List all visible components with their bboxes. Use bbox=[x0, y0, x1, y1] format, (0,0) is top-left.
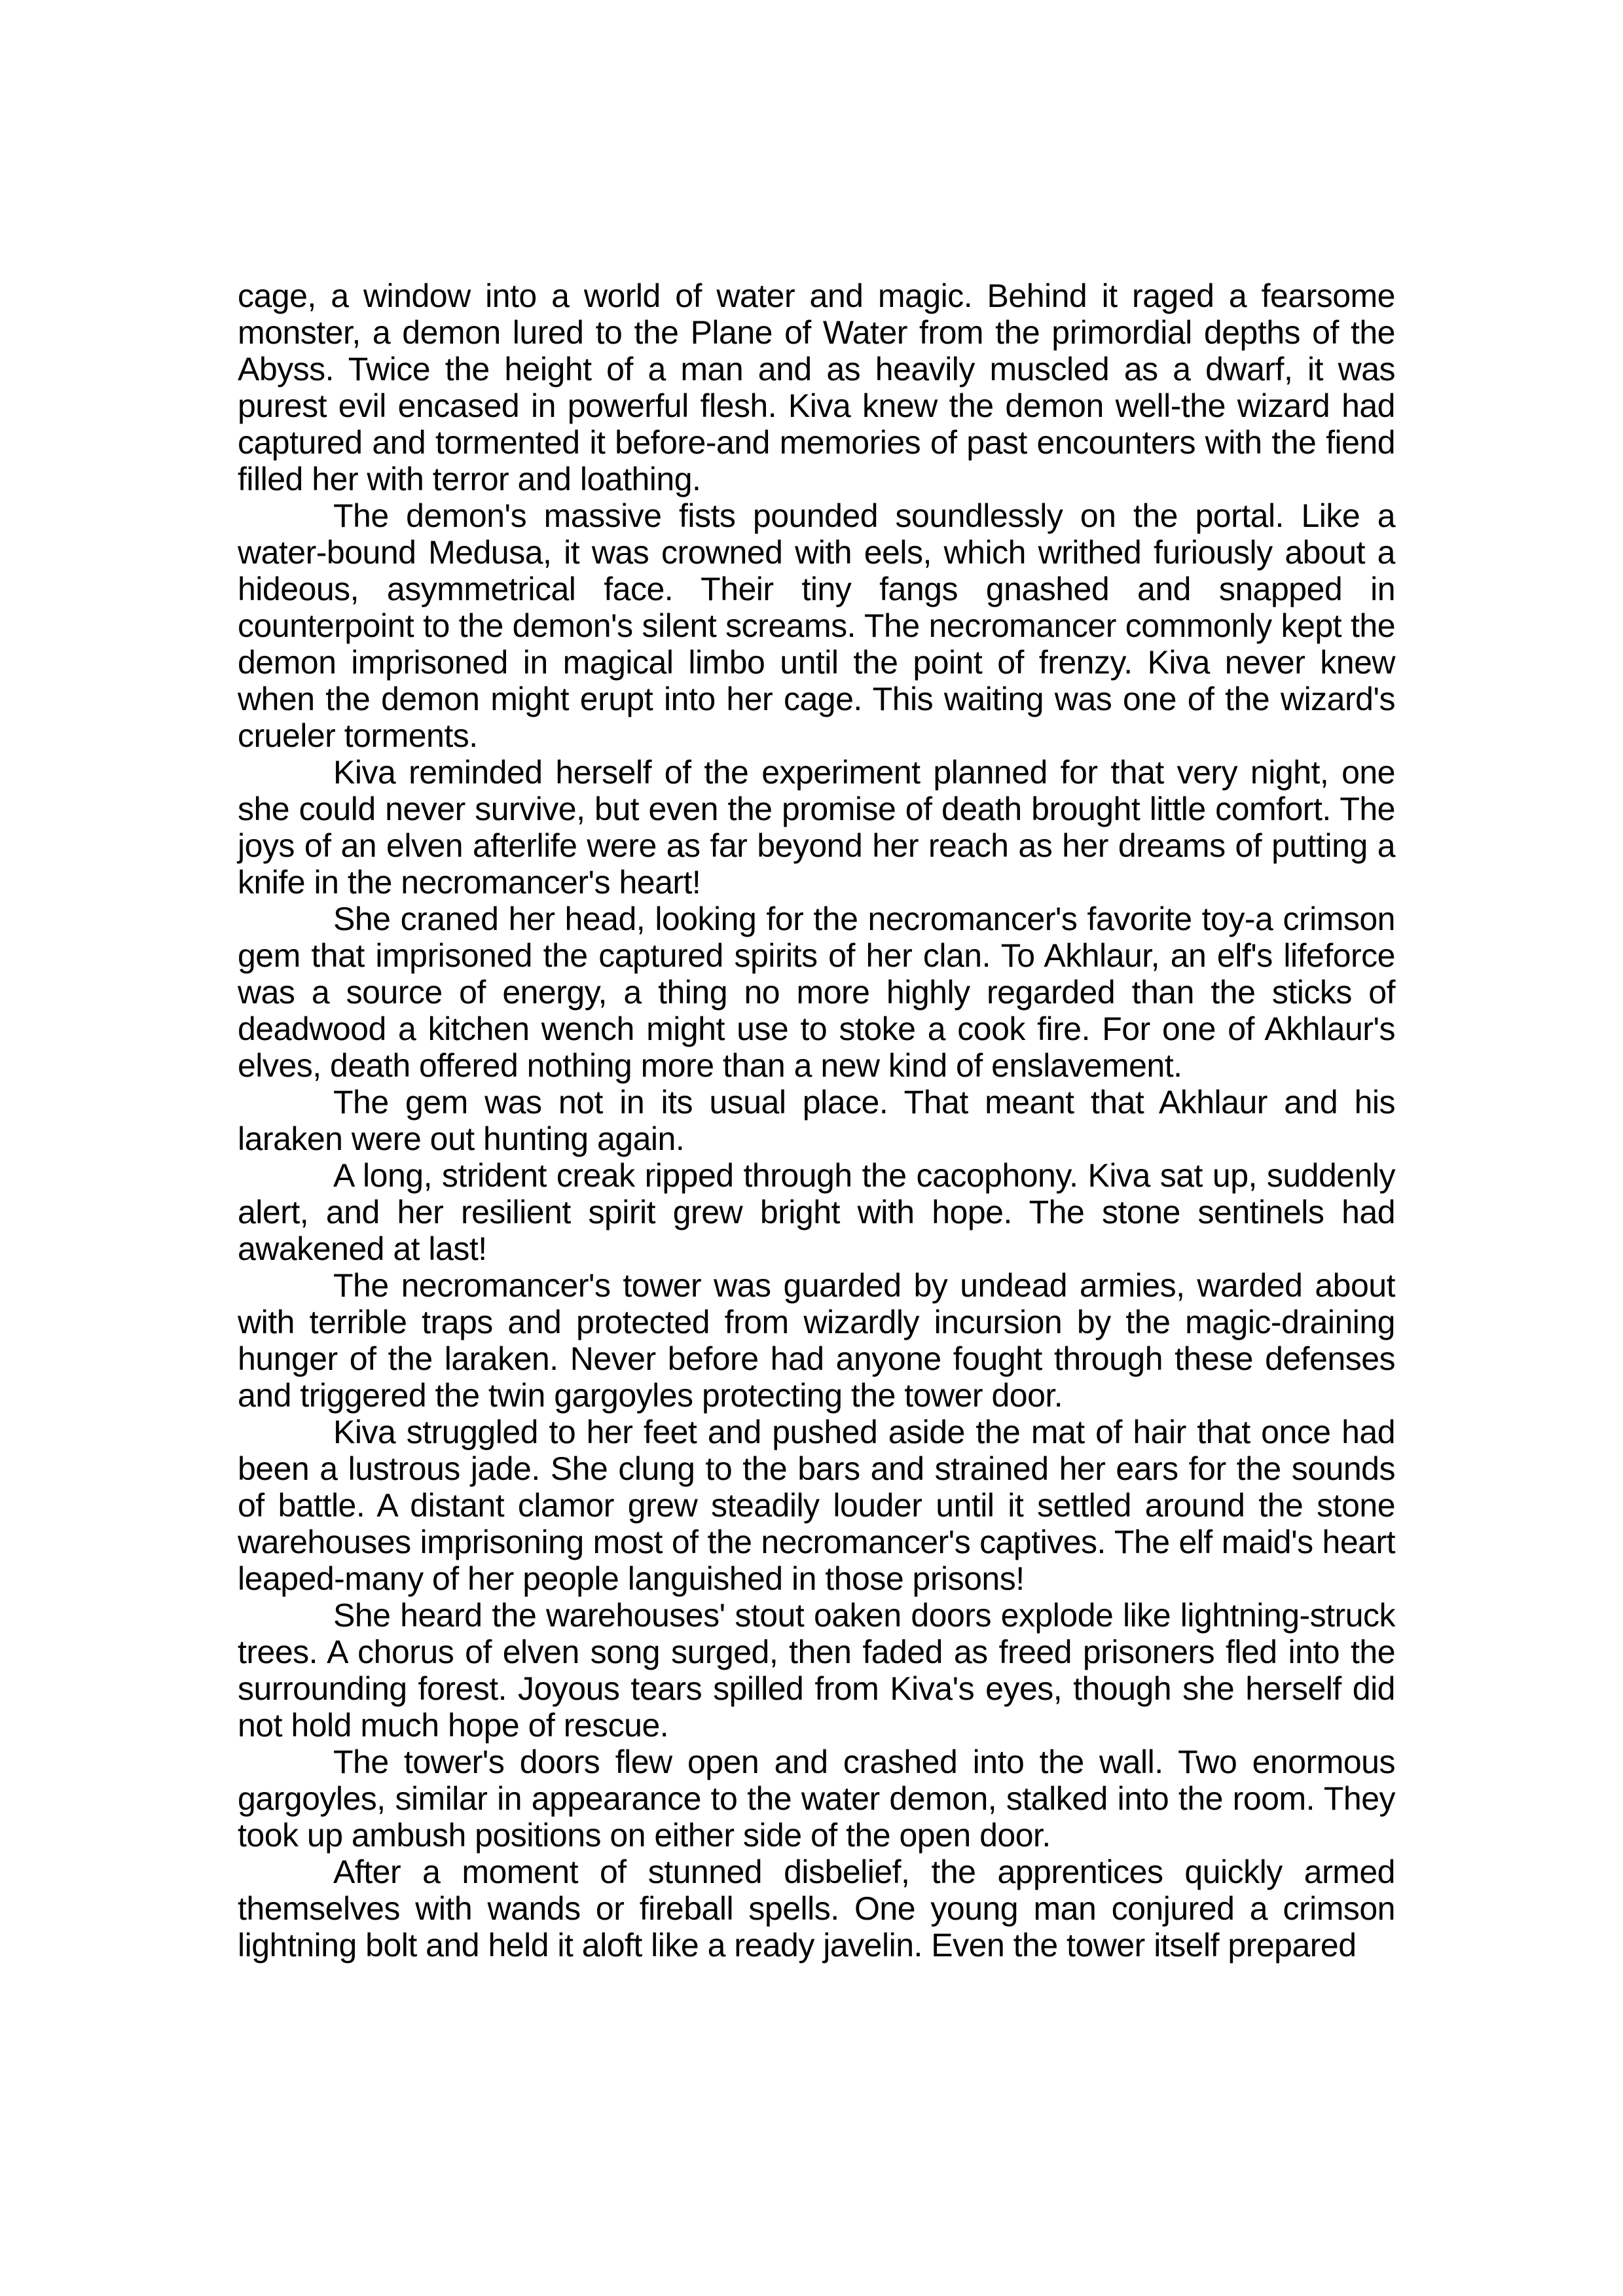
paragraph: The tower's doors flew open and crashed into the wall. Two enormous gargoyles, similar in appearance to the water demon, stalked into the room. They took up ambush positions on either side of the open door. bbox=[238, 1744, 1395, 1854]
paragraph: Kiva struggled to her feet and pushed aside the mat of hair that once had been a lustrous jade. She clung to the bars and strained her ears for the sounds of battle. A distant clamor grew steadily louder until it settled around the stone warehouses imprisoning most of the necromancer's captives. The elf maid's heart leaped-many of her people languished in those prisons! bbox=[238, 1414, 1395, 1597]
paragraph: After a moment of stunned disbelief, the apprentices quickly armed themselves with wands or fireball spells. One young man conjured a crimson lightning bolt and held it aloft like a ready javelin. Even the tower itself prepared bbox=[238, 1854, 1395, 1964]
paragraph: Kiva reminded herself of the experiment planned for that very night, one she could never survive, but even the promise of death brought little comfort. The joys of an elven afterlife were as far beyond her reach as her dreams of putting a knife in the necromancer's heart! bbox=[238, 754, 1395, 901]
paragraph: A long, strident creak ripped through the cacophony. Kiva sat up, suddenly alert, and her resilient spirit grew bright with hope. The stone sentinels had awakened at last! bbox=[238, 1157, 1395, 1267]
paragraph: The gem was not in its usual place. That meant that Akhlaur and his laraken were out hunting again. bbox=[238, 1084, 1395, 1157]
paragraph: cage, a window into a world of water and magic. Behind it raged a fearsome monster, a demon lured to the Plane of Water from the primordial depths of the Abyss. Twice the height of a man and as heavily muscled as a dwarf, it was purest evil encased in powerful flesh. Kiva knew the demon well-the wizard had captured and tormented it before-and memories of past encounters with the fiend filled her with terror and loathing. bbox=[238, 278, 1395, 497]
paragraph: The necromancer's tower was guarded by undead armies, warded about with terrible traps and protected from wizardly incursion by the magic-draining hunger of the laraken. Never before had anyone fought through these defenses and triggered the twin gargoyles protecting the tower door. bbox=[238, 1267, 1395, 1414]
page-text bbox=[238, 278, 1395, 1964]
paragraph: She heard the warehouses' stout oaken doors explode like lightning-struck trees. A chorus of elven song surged, then faded as freed prisoners fled into the surrounding forest. Joyous tears spilled from Kiva's eyes, though she herself did not hold much hope of rescue. bbox=[238, 1597, 1395, 1744]
paragraph: The demon's massive fists pounded soundlessly on the portal. Like a water-bound Medusa, it was crowned with eels, which writhed furiously about a hideous, asymmetrical face. Their tiny fangs gnashed and snapped in counterpoint to the demon's silent screams. The necromancer commonly kept the demon imprisoned in magical limbo until the point of frenzy. Kiva never knew when the demon might erupt into her cage. This waiting was one of the wizard's crueler torments. bbox=[238, 497, 1395, 754]
paragraph: She craned her head, looking for the necromancer's favorite toy-a crimson gem that imprisoned the captured spirits of her clan. To Akhlaur, an elf's lifeforce was a source of energy, a thing no more highly regarded than the sticks of deadwood a kitchen wench might use to stoke a cook fire. For one of Akhlaur's elves, death offered nothing more than a new kind of enslavement. bbox=[238, 901, 1395, 1084]
